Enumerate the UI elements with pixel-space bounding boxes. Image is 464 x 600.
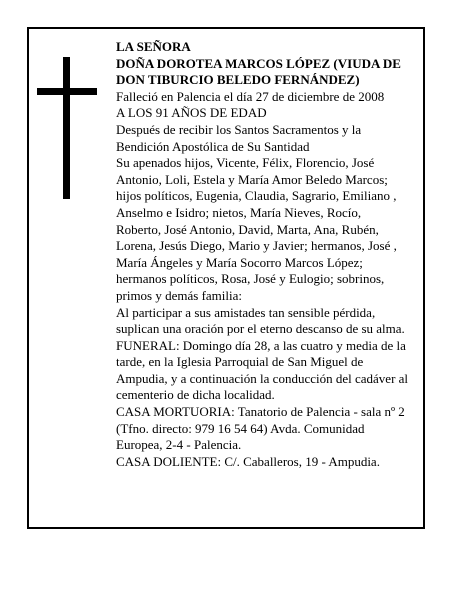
funeral-line: cementerio de dicha localidad. (116, 387, 275, 403)
family-line: primos y demás familia: (116, 287, 243, 303)
cross-horizontal-bar (37, 88, 97, 95)
header-line: DOÑA DOROTEA MARCOS LÓPEZ (VIUDA DE (116, 55, 401, 71)
sacraments-line: Bendición Apostólica de Su Santidad (116, 138, 310, 154)
family-line: hijos políticos, Eugenia, Claudia, Sagrario, Emiliano , (116, 188, 397, 204)
header-line: LA SEÑORA (116, 39, 191, 54)
family-line: María Ángeles y María Socorro Marcos López; (116, 254, 363, 270)
cross-vertical-bar (63, 57, 70, 199)
funeral-line: FUNERAL: Domingo día 28, a las cuatro y media de la (116, 337, 406, 353)
mortuary-line: Europea, 2-4 - Palencia. (116, 437, 242, 453)
mortuary-line: (Tfno. directo: 979 16 54 64) Avda. Comunidad (116, 420, 365, 436)
funeral-line: Ampudia, y a continuación la conducción del cadáver al (116, 370, 409, 386)
family-line: Su apenados hijos, Vicente, Félix, Florencio, José (116, 155, 375, 171)
header-line: DON TIBURCIO BELEDO FERNÁNDEZ) (116, 72, 360, 88)
age-line: A LOS 91 AÑOS DE EDAD (116, 105, 267, 121)
notice-text (116, 39, 426, 470)
cross-icon (37, 57, 97, 199)
obituary-notice (27, 27, 425, 529)
request-line: Al participar a sus amistades tan sensible pérdida, (116, 304, 376, 320)
request-line: suplican una oración por el eterno descanso de su alma. (116, 321, 405, 337)
family-line: hermanos políticos, Rosa, José y Eulogio; sobrinos, (116, 271, 385, 287)
family-line: Anselmo e Isidro; nietos, María Nieves, Rocío, (116, 204, 362, 220)
family-line: Roberto, José Antonio, David, Marta, Ana, Rubén, (116, 221, 379, 237)
mortuary-line: CASA MORTUORIA: Tanatorio de Palencia - sala nº 2 (116, 404, 405, 420)
family-line: Antonio, Loli, Estela y María Amor Beledo Marcos; (116, 171, 388, 187)
family-line: Lorena, Jesús Diego, Mario y Javier; hermanos, José , (116, 238, 397, 254)
funeral-line: tarde, en la Iglesia Parroquial de San Miguel de (116, 354, 364, 370)
sacraments-line: Después de recibir los Santos Sacramentos y la (116, 121, 362, 137)
death-date-line: Falleció en Palencia el día 27 de diciembre de 2008 (116, 88, 385, 104)
mourning-house-line: CASA DOLIENTE: C/. Caballeros, 19 - Ampudia. (116, 453, 380, 469)
